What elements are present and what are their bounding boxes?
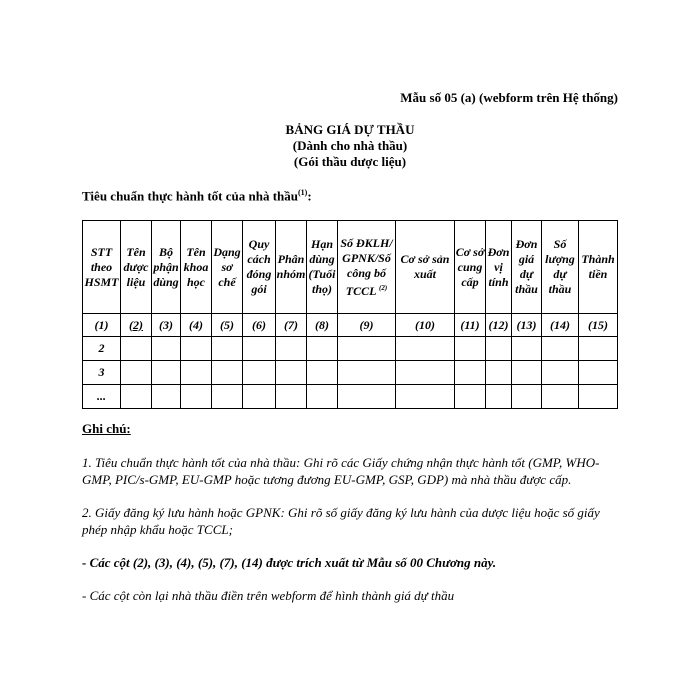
table-cell[interactable] bbox=[512, 337, 542, 361]
header-cell: STT theo HSMT bbox=[83, 221, 121, 314]
column-number: (15) bbox=[579, 314, 618, 337]
column-number: (4) bbox=[181, 314, 212, 337]
header-cell: Thành tiền bbox=[579, 221, 618, 314]
table-cell[interactable] bbox=[486, 385, 512, 409]
table-cell[interactable] bbox=[181, 361, 212, 385]
table-cell[interactable] bbox=[243, 361, 276, 385]
table-cell[interactable] bbox=[276, 361, 307, 385]
table-cell[interactable] bbox=[396, 337, 455, 361]
table-cell[interactable] bbox=[579, 337, 618, 361]
header-cell: Cơ sở cung cấp bbox=[455, 221, 486, 314]
table-cell[interactable] bbox=[512, 385, 542, 409]
table-cell[interactable] bbox=[396, 361, 455, 385]
row-index: 3 bbox=[83, 361, 121, 385]
table-row bbox=[83, 385, 618, 409]
header-cell: Hạn dùng (Tuổi thọ) bbox=[307, 221, 338, 314]
table-cell[interactable] bbox=[181, 385, 212, 409]
column-number: (11) bbox=[455, 314, 486, 337]
column-number: (3) bbox=[152, 314, 181, 337]
table-cell[interactable] bbox=[486, 361, 512, 385]
note-remaining-columns: - Các cột còn lại nhà thầu điền trên webform để hình thành giá dự thầu bbox=[82, 588, 455, 603]
table-cell[interactable] bbox=[212, 361, 243, 385]
table-cell[interactable] bbox=[455, 385, 486, 409]
bid-price-table bbox=[82, 220, 618, 409]
table-cell[interactable] bbox=[542, 337, 579, 361]
note-registration: 2. Giấy đăng ký lưu hành hoặc GPNK: Ghi rõ số giấy đăng ký lưu hành của dược liệu hoặc số giấy phép nhập khẩu hoặc TCCL; bbox=[82, 505, 600, 537]
table-cell[interactable] bbox=[181, 337, 212, 361]
header-cell: Số lượng dự thầu bbox=[542, 221, 579, 314]
title-block bbox=[0, 122, 700, 170]
table-cell[interactable] bbox=[512, 361, 542, 385]
table-cell[interactable] bbox=[121, 385, 152, 409]
header-cell: Đơn vị tính bbox=[486, 221, 512, 314]
column-number: (2) bbox=[121, 314, 152, 337]
note-extracted-columns: - Các cột (2), (3), (4), (5), (7), (14) được trích xuất từ Mẫu số 00 Chương này. bbox=[82, 555, 497, 570]
header-cell bbox=[338, 221, 396, 314]
table-cell[interactable] bbox=[276, 337, 307, 361]
column-number: (5) bbox=[212, 314, 243, 337]
column-number: (13) bbox=[512, 314, 542, 337]
column-number: (10) bbox=[396, 314, 455, 337]
header-cell-text: Số ĐKLH/ GPNK/Số công bố TCCL bbox=[340, 235, 393, 298]
notes-section bbox=[82, 420, 622, 620]
note-practice-standard: 1. Tiêu chuẩn thực hành tốt của nhà thầu: Ghi rõ các Giấy chứng nhận thực hành tốt (GMP, WHO-GMP, PIC/s-GMP, EU-GMP hoặc tương đương EU-GMP, GSP, GDP) mà nhà thầu được cấp. bbox=[82, 455, 600, 487]
table-cell[interactable] bbox=[212, 337, 243, 361]
header-cell: Bộ phận dùng bbox=[152, 221, 181, 314]
header-cell: Cơ sở sản xuất bbox=[396, 221, 455, 314]
table-cell[interactable] bbox=[338, 337, 396, 361]
notes-heading: Ghi chú: bbox=[82, 421, 131, 436]
header-footnote: (2) bbox=[379, 283, 388, 292]
table-cell[interactable] bbox=[243, 337, 276, 361]
header-cell: Quy cách đóng gói bbox=[243, 221, 276, 314]
document-subtitle-package: (Gói thầu dược liệu) bbox=[293, 154, 407, 169]
column-number: (14) bbox=[542, 314, 579, 337]
table-cell[interactable] bbox=[338, 385, 396, 409]
column-number: (8) bbox=[307, 314, 338, 337]
header-cell: Phân nhóm bbox=[276, 221, 307, 314]
practice-standard-label: Tiêu chuẩn thực hành tốt của nhà thầu bbox=[82, 188, 298, 204]
table-cell[interactable] bbox=[542, 361, 579, 385]
table-row bbox=[83, 361, 618, 385]
table-cell[interactable] bbox=[243, 385, 276, 409]
table-cell[interactable] bbox=[152, 337, 181, 361]
column-number: (9) bbox=[338, 314, 396, 337]
document-title: BẢNG GIÁ DỰ THẦU bbox=[285, 122, 415, 137]
table-cell[interactable] bbox=[212, 385, 243, 409]
column-number: (7) bbox=[276, 314, 307, 337]
column-number: (6) bbox=[243, 314, 276, 337]
table-cell[interactable] bbox=[396, 385, 455, 409]
table-cell[interactable] bbox=[455, 337, 486, 361]
form-number: Mẫu số 05 (a) (webform trên Hệ thống) bbox=[400, 90, 618, 105]
practice-standard-colon: : bbox=[307, 188, 312, 204]
practice-standard-footnote: (1) bbox=[298, 188, 308, 197]
table-cell[interactable] bbox=[276, 385, 307, 409]
column-number-row bbox=[83, 314, 618, 337]
table-cell[interactable] bbox=[455, 361, 486, 385]
table-cell[interactable] bbox=[307, 385, 338, 409]
table-cell[interactable] bbox=[121, 361, 152, 385]
row-index: ... bbox=[83, 385, 121, 409]
row-index: 2 bbox=[83, 337, 121, 361]
document-subtitle-bidder: (Dành cho nhà thầu) bbox=[292, 138, 408, 153]
practice-standard-line bbox=[82, 188, 312, 204]
header-cell: Dạng sơ chế bbox=[212, 221, 243, 314]
table-cell[interactable] bbox=[579, 385, 618, 409]
table-cell[interactable] bbox=[542, 385, 579, 409]
header-cell: Tên dược liệu bbox=[121, 221, 152, 314]
table-cell[interactable] bbox=[307, 337, 338, 361]
table-cell[interactable] bbox=[152, 385, 181, 409]
table-cell[interactable] bbox=[152, 361, 181, 385]
table-cell[interactable] bbox=[307, 361, 338, 385]
header-cell: Đơn giá dự thầu bbox=[512, 221, 542, 314]
table-cell[interactable] bbox=[121, 337, 152, 361]
table-cell[interactable] bbox=[486, 337, 512, 361]
table-row bbox=[83, 337, 618, 361]
column-number: (1) bbox=[83, 314, 121, 337]
table-header-row bbox=[83, 221, 618, 314]
column-number: (12) bbox=[486, 314, 512, 337]
table-cell[interactable] bbox=[338, 361, 396, 385]
header-cell: Tên khoa học bbox=[181, 221, 212, 314]
table-cell[interactable] bbox=[579, 361, 618, 385]
